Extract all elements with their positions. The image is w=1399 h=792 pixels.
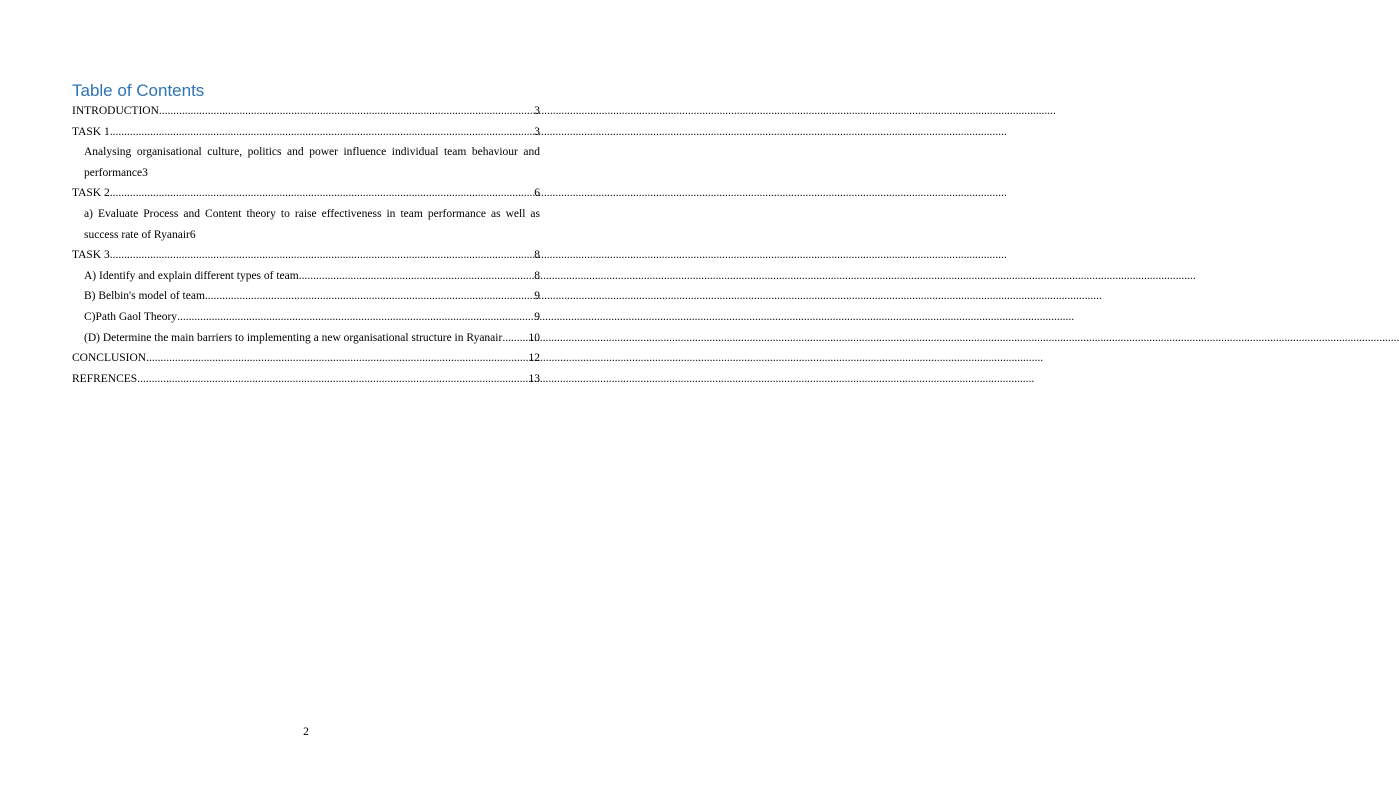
toc-entry-page: 9 [534, 310, 540, 323]
toc-entry-conclusion[interactable] [72, 348, 540, 369]
toc-entry-label: B) Belbin's model of team [84, 290, 205, 303]
dot-leader [502, 328, 528, 349]
toc-entry-label-line2: success rate of Ryanair [84, 228, 190, 241]
toc-entry-page: 8 [534, 249, 540, 262]
toc-entry-label: INTRODUCTION [72, 105, 159, 117]
toc-entry-page: 6 [189, 228, 196, 241]
toc-entry-page: 6 [534, 187, 540, 200]
toc-entry-introduction[interactable] [72, 101, 540, 122]
toc-entry-page: 10 [528, 331, 540, 344]
toc-entry-page: 9 [534, 290, 540, 303]
toc-entry-label: TASK 2 [72, 187, 110, 200]
dot-leader [177, 307, 534, 328]
toc-entry-label: C)Path Gaol Theory [84, 310, 178, 323]
dot-leader [146, 348, 528, 369]
toc-entry-label: TASK 1 [72, 125, 110, 138]
dot-leader [110, 245, 535, 266]
toc-entry-belbins-model[interactable] [72, 286, 540, 307]
toc-entry-types-of-team[interactable] [72, 266, 540, 287]
toc-entry-label: (D) Determine the main barriers to implementing a new organisational structure in Ryanair [84, 331, 503, 344]
toc-entry-process-content-theory[interactable] [72, 204, 540, 245]
toc-entry-task-2[interactable] [72, 183, 540, 204]
dot-leader [110, 122, 535, 143]
toc-entry-page: 8 [534, 269, 540, 282]
toc-entry-label-line1: a) Evaluate Process and Content theory to raise effectiveness in team performance as well as [84, 207, 540, 220]
table-of-contents [72, 101, 540, 389]
dot-leader [110, 183, 535, 204]
toc-entry-task-3[interactable] [72, 245, 540, 266]
toc-heading: Table of Contents [72, 81, 205, 100]
toc-entry-page: 3 [534, 125, 540, 138]
toc-entry-main-barriers[interactable] [72, 328, 540, 349]
toc-entry-label: CONCLUSION [72, 352, 147, 365]
toc-entry-label-line1: Analysing organisational culture, politics and power influence individual team behaviour and [84, 146, 540, 159]
toc-entry-label: TASK 3 [72, 249, 110, 262]
dot-leader [159, 101, 534, 122]
toc-entry-page: 12 [528, 352, 540, 365]
toc-entry-label-line2: performance [84, 166, 143, 179]
toc-entry-page: 13 [528, 372, 540, 385]
toc-entry-task-1[interactable] [72, 122, 540, 143]
toc-entry-page: 3 [142, 166, 148, 179]
dot-leader [299, 266, 535, 287]
toc-entry-label: A) Identify and explain different types of team [84, 269, 299, 282]
toc-entry-page: 3 [534, 105, 540, 117]
dot-leader [205, 286, 534, 307]
toc-entry-label: REFRENCES [72, 372, 138, 385]
page-number: 2 [303, 726, 309, 738]
toc-entry-organisational-culture[interactable] [72, 142, 540, 183]
toc-entry-path-goal-theory[interactable] [72, 307, 540, 328]
toc-entry-references[interactable] [72, 369, 540, 390]
dot-leader [137, 369, 528, 390]
